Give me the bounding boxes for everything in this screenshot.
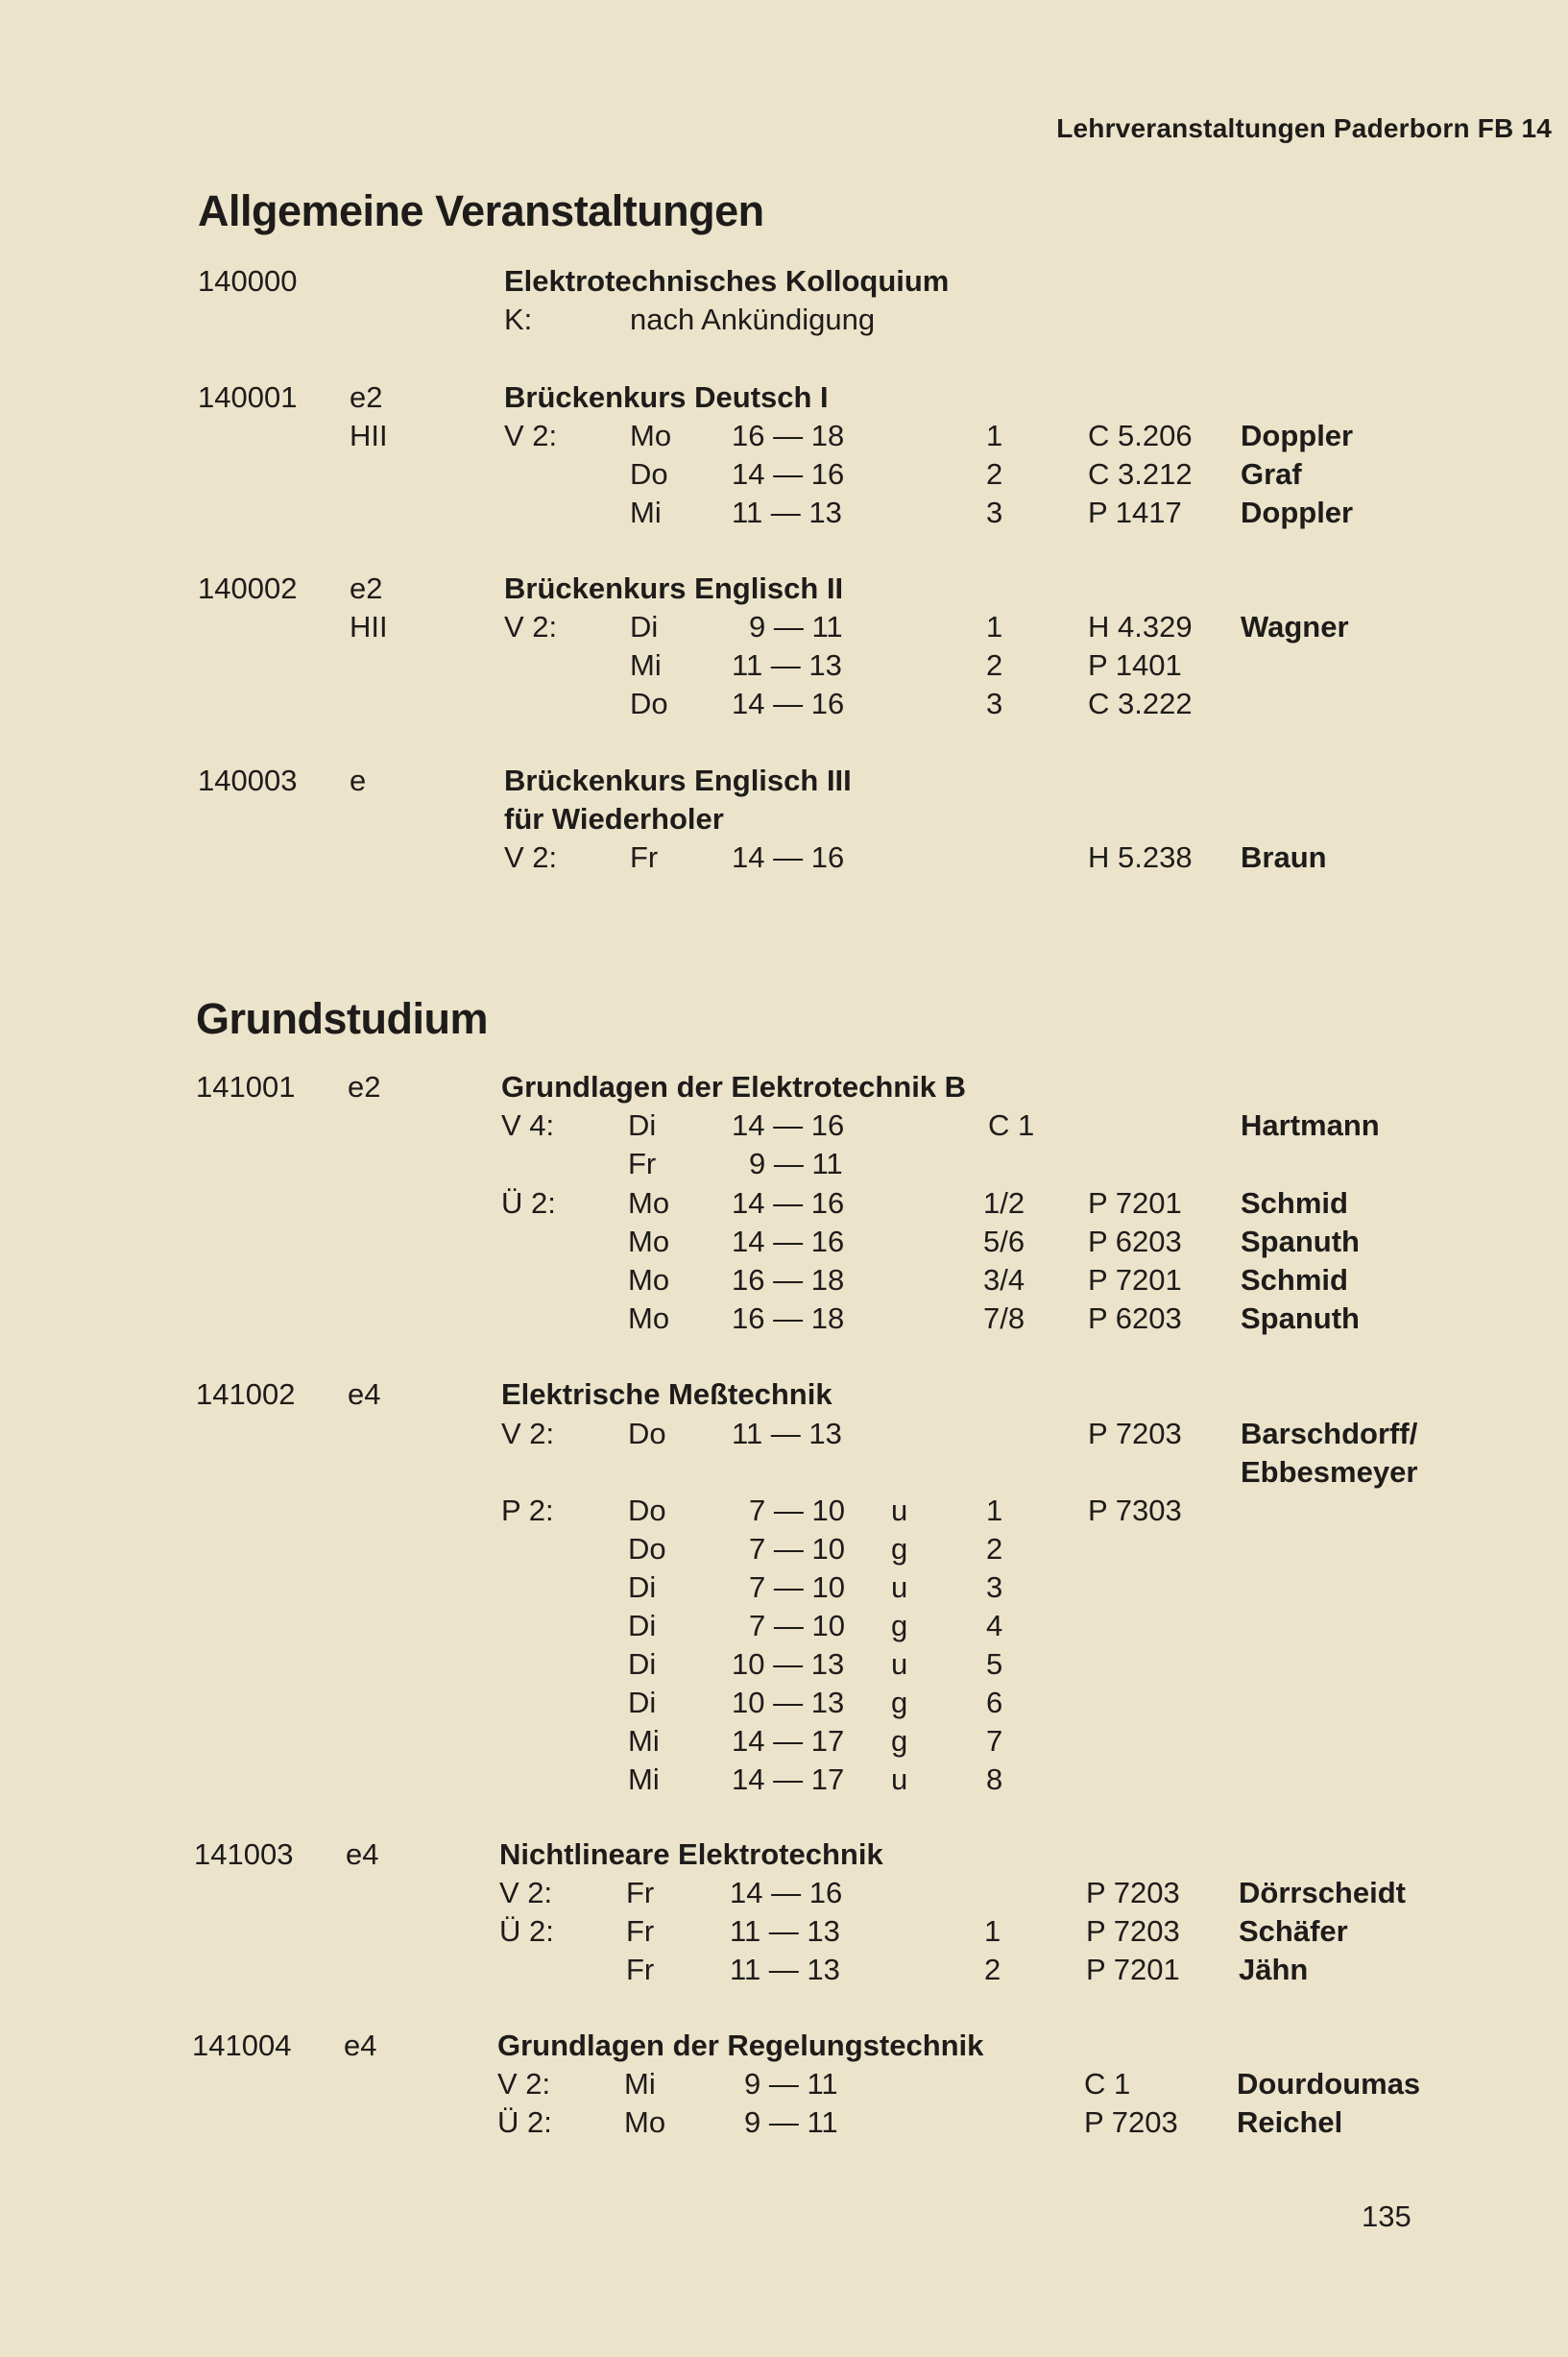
course-group: 3 bbox=[986, 496, 1003, 529]
course-room: P 7303 bbox=[1088, 1494, 1182, 1527]
course-room: H 5.238 bbox=[1088, 840, 1193, 874]
course-room: P 7201 bbox=[1086, 1953, 1180, 1986]
course-room: P 7201 bbox=[1088, 1263, 1182, 1297]
course-flag: g bbox=[891, 1532, 908, 1566]
course-type: V 4: bbox=[501, 1108, 555, 1142]
course-room: C 3.222 bbox=[1088, 687, 1193, 720]
course-lecturer: Wagner bbox=[1241, 610, 1349, 644]
course-title: Nichtlineare Elektrotechnik bbox=[499, 1837, 883, 1871]
section-title-grundstudium: Grundstudium bbox=[196, 994, 488, 1043]
course-lecturer: Schmid bbox=[1241, 1186, 1348, 1220]
course-time: 10 — 13 bbox=[732, 1686, 845, 1719]
course-day: Mi bbox=[628, 1724, 660, 1758]
course-time: 9 — 11 bbox=[744, 2067, 838, 2101]
course-lecturer: Ebbesmeyer bbox=[1241, 1455, 1418, 1489]
course-code: e4 bbox=[344, 2029, 377, 2062]
course-level: HII bbox=[350, 610, 388, 644]
course-flag: g bbox=[891, 1686, 908, 1719]
course-day: Di bbox=[628, 1647, 657, 1681]
course-day: Di bbox=[628, 1686, 657, 1719]
course-time: 11 — 13 bbox=[730, 1914, 840, 1948]
course-lecturer: Dourdoumas bbox=[1237, 2067, 1421, 2101]
course-room: H 4.329 bbox=[1088, 610, 1193, 644]
course-lecturer: Doppler bbox=[1241, 496, 1354, 529]
course-type: V 2: bbox=[501, 1417, 555, 1450]
course-day: Di bbox=[628, 1108, 657, 1142]
course-group: 1 bbox=[986, 610, 1003, 644]
course-room: C 3.212 bbox=[1088, 457, 1193, 491]
course-group: 5 bbox=[986, 1647, 1003, 1681]
course-day: Di bbox=[630, 610, 659, 644]
course-note: nach Ankündigung bbox=[630, 303, 876, 336]
course-day: Di bbox=[628, 1609, 657, 1642]
course-group: 7/8 bbox=[983, 1301, 1025, 1335]
course-group: 1/2 bbox=[983, 1186, 1025, 1220]
course-lecturer: Spanuth bbox=[1241, 1301, 1360, 1335]
course-time: 11 — 13 bbox=[732, 648, 842, 682]
course-time: 14 — 16 bbox=[732, 840, 845, 874]
course-lecturer: Spanuth bbox=[1241, 1225, 1360, 1258]
course-number: 141001 bbox=[196, 1070, 296, 1104]
course-day: Mi bbox=[630, 496, 662, 529]
course-level: HII bbox=[350, 419, 388, 452]
course-room-inline: C 1 bbox=[988, 1108, 1035, 1142]
course-type: P 2: bbox=[501, 1494, 554, 1527]
course-flag: u bbox=[891, 1762, 908, 1796]
course-time: 14 — 16 bbox=[732, 687, 845, 720]
course-day: Mo bbox=[628, 1225, 670, 1258]
course-lecturer: Hartmann bbox=[1241, 1108, 1380, 1142]
course-time: 14 — 16 bbox=[732, 1108, 845, 1142]
course-type: Ü 2: bbox=[501, 1186, 556, 1220]
course-group: 2 bbox=[984, 1953, 1001, 1986]
course-code: e2 bbox=[350, 380, 383, 414]
course-type: V 2: bbox=[504, 610, 558, 644]
course-group: 2 bbox=[986, 1532, 1003, 1566]
running-head: Lehrveranstaltungen Paderborn FB 14 bbox=[1056, 113, 1552, 143]
course-room: P 7203 bbox=[1088, 1417, 1182, 1450]
course-time: 14 — 17 bbox=[732, 1724, 845, 1758]
course-lecturer: Doppler bbox=[1241, 419, 1354, 452]
course-day: Fr bbox=[626, 1953, 655, 1986]
course-day: Do bbox=[630, 457, 668, 491]
course-group: 1 bbox=[986, 1494, 1003, 1527]
course-time: 10 — 13 bbox=[732, 1647, 845, 1681]
course-group: 5/6 bbox=[983, 1225, 1025, 1258]
course-day: Fr bbox=[626, 1876, 655, 1909]
course-number: 141003 bbox=[194, 1837, 294, 1871]
course-day: Mo bbox=[630, 419, 672, 452]
course-group: 2 bbox=[986, 648, 1003, 682]
course-group: 3 bbox=[986, 687, 1003, 720]
course-type: V 2: bbox=[504, 840, 558, 874]
course-title-line2: für Wiederholer bbox=[504, 802, 724, 836]
course-code: e bbox=[350, 764, 367, 797]
course-time: 14 — 17 bbox=[732, 1762, 845, 1796]
course-group: 1 bbox=[986, 419, 1003, 452]
course-title: Elektrotechnisches Kolloquium bbox=[504, 264, 950, 298]
course-group: 4 bbox=[986, 1609, 1003, 1642]
course-group: 8 bbox=[986, 1762, 1003, 1796]
course-room: C 5.206 bbox=[1088, 419, 1193, 452]
course-day: Mo bbox=[624, 2105, 666, 2139]
course-room: P 7201 bbox=[1088, 1186, 1182, 1220]
course-flag: u bbox=[891, 1570, 908, 1604]
course-day: Do bbox=[628, 1494, 666, 1527]
page-number: 135 bbox=[1362, 2199, 1411, 2233]
course-time: 16 — 18 bbox=[732, 1263, 845, 1297]
course-time: 7 — 10 bbox=[749, 1609, 845, 1642]
course-group: 7 bbox=[986, 1724, 1003, 1758]
course-room: P 7203 bbox=[1084, 2105, 1178, 2139]
course-day: Mi bbox=[628, 1762, 660, 1796]
course-time: 7 — 10 bbox=[749, 1570, 845, 1604]
course-title: Grundlagen der Regelungstechnik bbox=[497, 2029, 984, 2062]
course-group: 6 bbox=[986, 1686, 1003, 1719]
course-room: P 7203 bbox=[1086, 1914, 1180, 1948]
course-day: Mi bbox=[624, 2067, 656, 2101]
course-group: 2 bbox=[986, 457, 1003, 491]
course-title: Elektrische Meßtechnik bbox=[501, 1377, 832, 1411]
course-time: 14 — 16 bbox=[732, 1186, 845, 1220]
course-flag: g bbox=[891, 1609, 908, 1642]
course-day: Do bbox=[630, 687, 668, 720]
course-time: 16 — 18 bbox=[732, 1301, 845, 1335]
course-code: e2 bbox=[348, 1070, 381, 1104]
course-room: P 6203 bbox=[1088, 1225, 1182, 1258]
course-type: Ü 2: bbox=[499, 1914, 554, 1948]
course-time: 14 — 16 bbox=[732, 1225, 845, 1258]
course-day: Mi bbox=[630, 648, 662, 682]
course-flag: u bbox=[891, 1647, 908, 1681]
course-room: P 7203 bbox=[1086, 1876, 1180, 1909]
course-lecturer: Graf bbox=[1241, 457, 1302, 491]
course-type: K: bbox=[504, 303, 533, 336]
course-code: e2 bbox=[350, 571, 383, 605]
course-number: 140003 bbox=[198, 764, 298, 797]
course-number: 141004 bbox=[192, 2029, 292, 2062]
course-day: Do bbox=[628, 1417, 666, 1450]
course-flag: u bbox=[891, 1494, 908, 1527]
course-type: V 2: bbox=[497, 2067, 551, 2101]
course-code: e4 bbox=[348, 1377, 381, 1411]
course-number: 140002 bbox=[198, 571, 298, 605]
course-time: 9 — 11 bbox=[749, 610, 843, 644]
course-title: Brückenkurs Englisch II bbox=[504, 571, 844, 605]
course-day: Mo bbox=[628, 1186, 670, 1220]
course-lecturer: Schmid bbox=[1241, 1263, 1348, 1297]
course-group: 3/4 bbox=[983, 1263, 1025, 1297]
course-lecturer: Schäfer bbox=[1239, 1914, 1348, 1948]
course-lecturer: Reichel bbox=[1237, 2105, 1343, 2139]
course-time: 14 — 16 bbox=[732, 457, 845, 491]
course-lecturer: Braun bbox=[1241, 840, 1327, 874]
course-time: 11 — 13 bbox=[730, 1953, 840, 1986]
course-day: Mo bbox=[628, 1301, 670, 1335]
course-room: P 1417 bbox=[1088, 496, 1182, 529]
course-type: Ü 2: bbox=[497, 2105, 552, 2139]
course-time: 16 — 18 bbox=[732, 419, 845, 452]
course-title: Grundlagen der Elektrotechnik B bbox=[501, 1070, 967, 1104]
course-time: 9 — 11 bbox=[749, 1147, 843, 1180]
course-group: 1 bbox=[984, 1914, 1001, 1948]
course-lecturer: Jähn bbox=[1239, 1953, 1309, 1986]
course-flag: g bbox=[891, 1724, 908, 1758]
course-group: 3 bbox=[986, 1570, 1003, 1604]
course-time: 7 — 10 bbox=[749, 1532, 845, 1566]
course-room: P 1401 bbox=[1088, 648, 1182, 682]
course-time: 14 — 16 bbox=[730, 1876, 843, 1909]
course-day: Fr bbox=[628, 1147, 657, 1180]
course-lecturer: Dörrscheidt bbox=[1239, 1876, 1406, 1909]
course-number: 140000 bbox=[198, 264, 298, 298]
course-day: Di bbox=[628, 1570, 657, 1604]
course-title: Brückenkurs Deutsch I bbox=[504, 380, 829, 414]
course-title: Brückenkurs Englisch III bbox=[504, 764, 852, 797]
course-time: 11 — 13 bbox=[732, 1417, 842, 1450]
course-type: V 2: bbox=[499, 1876, 553, 1909]
course-time: 11 — 13 bbox=[732, 496, 842, 529]
course-room: P 6203 bbox=[1088, 1301, 1182, 1335]
course-day: Fr bbox=[630, 840, 659, 874]
course-type: V 2: bbox=[504, 419, 558, 452]
section-title-allgemeine: Allgemeine Veranstaltungen bbox=[198, 186, 764, 235]
course-lecturer: Barschdorff/ bbox=[1241, 1417, 1418, 1450]
course-time: 9 — 11 bbox=[744, 2105, 838, 2139]
course-day: Mo bbox=[628, 1263, 670, 1297]
course-number: 140001 bbox=[198, 380, 298, 414]
course-day: Do bbox=[628, 1532, 666, 1566]
course-code: e4 bbox=[346, 1837, 379, 1871]
course-number: 141002 bbox=[196, 1377, 296, 1411]
course-time: 7 — 10 bbox=[749, 1494, 845, 1527]
course-day: Fr bbox=[626, 1914, 655, 1948]
course-room: C 1 bbox=[1084, 2067, 1131, 2101]
